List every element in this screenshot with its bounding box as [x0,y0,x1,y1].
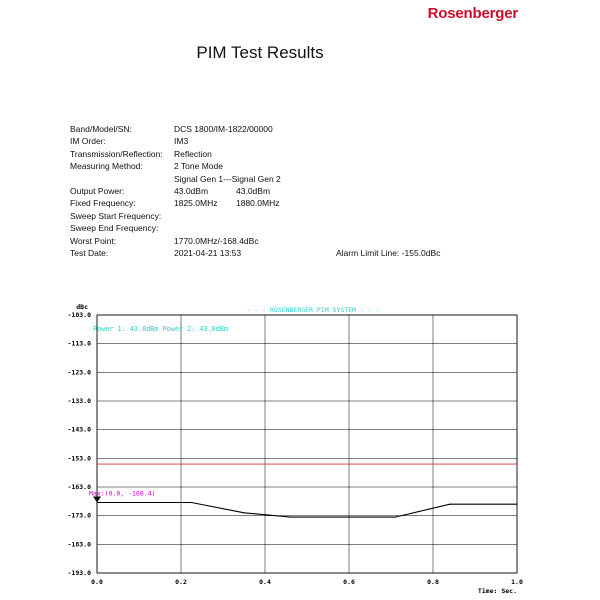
test-date-value: 2021-04-21 13:53 [174,247,242,258]
method-row [70,160,490,172]
max-marker-label: Max:(0.0, -168.4) [89,489,156,498]
x-tick-label: 0.0 [91,578,103,586]
transmission-label: Transmission/Reflection: [70,148,163,159]
chart-legend: Power 1: 43.0dBm Power 2: 43.0dBm [93,325,229,333]
signal-gen-value: Signal Gen 1---Signal Gen 2 [174,173,281,184]
sweep-end-label: Sweep End Frequency: [70,223,159,234]
y-tick-label: -143.0 [67,425,91,434]
sweep-start-row [70,210,490,222]
output-power-label: Output Power: [70,185,125,196]
method-value: 2 Tone Mode [174,161,223,172]
y-tick-label: -173.0 [67,511,91,520]
worst-point-value: 1770.0MHz/-168.4dBc [174,235,259,246]
x-axis-label: Time: Sec. [477,587,517,595]
series-point [516,504,517,505]
test-date-label: Test Date: [70,247,109,258]
signal-gen-row [70,173,490,185]
im-order-label: IM Order: [70,136,106,147]
im-order-value: IM3 [174,136,189,147]
x-tick-label: 1.0 [511,578,523,586]
series-point [290,517,291,518]
x-tick-label: 0.6 [343,578,355,586]
im-order-row [70,135,490,147]
worst-point-row [70,235,490,247]
band-value: DCS 1800/IM-1822/00000 [174,124,273,134]
worst-point-label: Worst Point: [70,235,117,246]
fixed-frequency-label: Fixed Frequency: [70,198,136,209]
y-tick-label: -193.0 [67,569,91,577]
x-tick-label: 0.8 [427,578,439,586]
output-power-value-1: 43.0dBm [174,185,209,196]
y-tick-label: -163.0 [67,483,91,491]
fixed-frequency-value-1: 1825.0MHz [174,198,218,209]
rosenberger-logo: Rosenberger [427,5,518,22]
output-power-row [70,185,490,197]
chart-title: - - - ROSENBERGER PIM SYSTEM - - - [246,306,380,314]
y-axis-label: dBc [76,303,88,311]
y-tick-label: -103.0 [67,311,91,319]
transmission-row [70,148,490,160]
series-point [449,504,450,505]
series-point [191,502,192,503]
y-tick-label: -123.0 [67,368,91,377]
method-label: Measuring Method: [70,161,143,172]
band-label: Band/Model/SN: [70,124,132,134]
y-tick-label: -133.0 [67,397,91,405]
fixed-frequency-value-2: 1880.0MHz [236,198,280,209]
test-info-block [70,123,490,259]
band-row [70,123,490,135]
page-title: PIM Test Results [196,43,324,62]
y-tick-label: -153.0 [67,454,91,463]
series-line [97,503,517,518]
series-point [395,517,396,518]
output-power-value-2: 43.0dBm [236,185,271,196]
x-tick-label: 0.2 [175,578,187,586]
transmission-value: Reflection [174,148,212,159]
x-tick-label: 0.4 [259,578,271,586]
plot-frame [97,315,517,573]
fixed-frequency-row [70,197,490,209]
series-point [243,512,244,513]
sweep-end-row [70,222,490,234]
pim-chart [0,295,600,600]
alarm-limit-text: Alarm Limit Line: -155.0dBc [336,247,441,258]
test-date-row [70,247,490,259]
y-tick-label: -113.0 [67,339,91,348]
y-tick-label: -183.0 [67,540,91,549]
sweep-start-label: Sweep Start Frequency: [70,210,162,221]
